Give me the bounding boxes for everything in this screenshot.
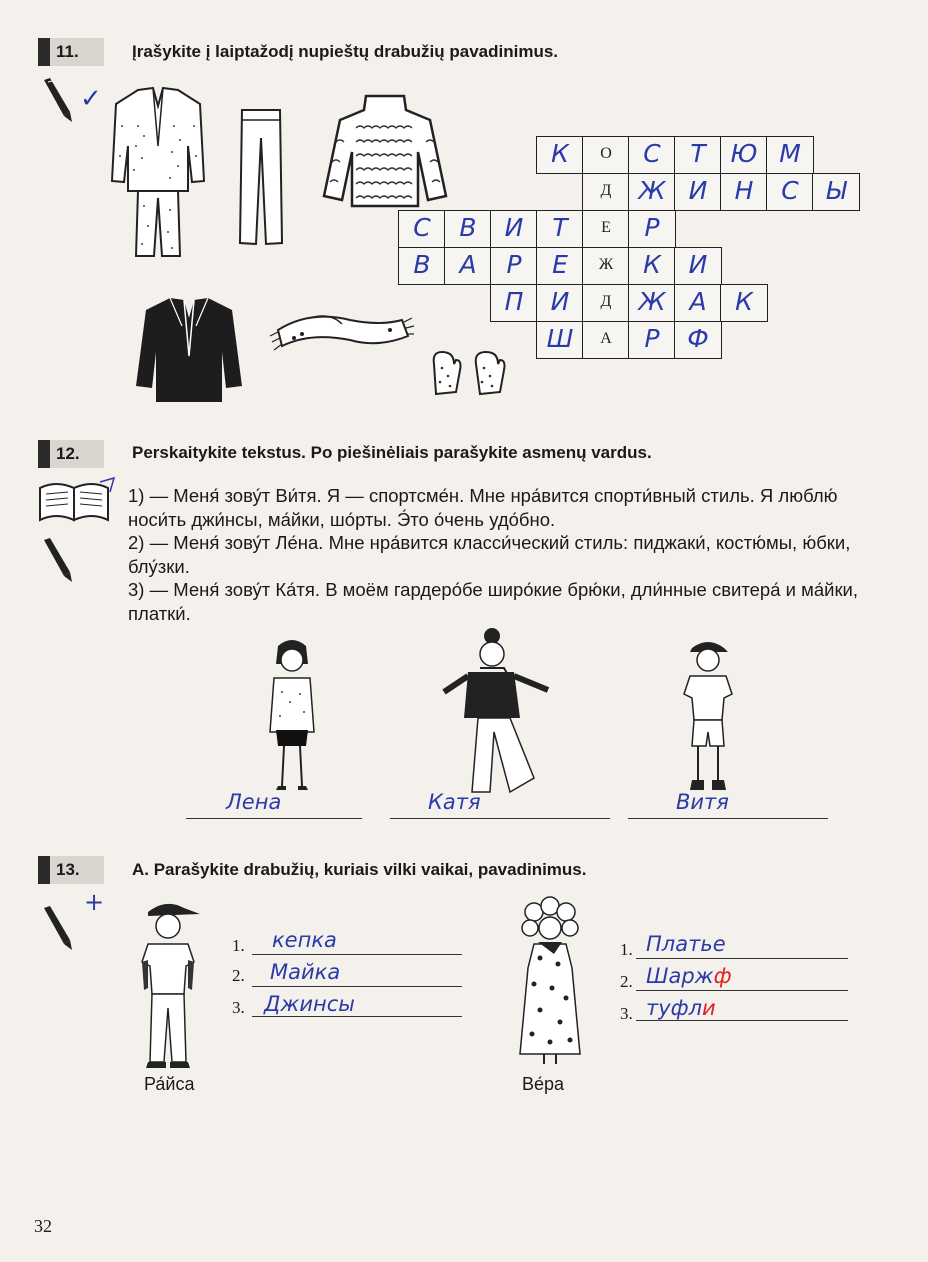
book-icon xyxy=(36,478,116,524)
exercise-13-marker xyxy=(38,856,98,884)
vera-answer-1: Платье xyxy=(646,932,726,956)
crossword-cell[interactable]: К xyxy=(628,247,676,285)
exercise-11-marker xyxy=(38,38,98,66)
raisa-num-3: 3. xyxy=(232,998,245,1017)
reading-texts xyxy=(128,484,888,625)
crossword-cell[interactable]: В xyxy=(444,210,492,248)
scarf-icon xyxy=(270,306,414,352)
vera-answer-2 xyxy=(646,964,732,988)
crossword-cell[interactable]: И xyxy=(674,247,722,285)
crossword-cell[interactable]: Д xyxy=(582,173,630,211)
answer-line-1[interactable] xyxy=(186,818,362,819)
exercise-11-title: Įrašykite į laiptažodį nupieštų drabužių pavadinimus. xyxy=(132,42,559,61)
raisa-figure xyxy=(134,898,206,1068)
vera-answer-3 xyxy=(646,996,716,1020)
crossword-cell[interactable]: Н xyxy=(720,173,768,211)
crossword-cell[interactable]: Т xyxy=(674,136,722,174)
vera-answer-3-text: туфл xyxy=(646,996,703,1020)
answer-katya: Катя xyxy=(428,790,481,814)
girl-classic-figure xyxy=(260,636,324,796)
raisa-num-2: 2. xyxy=(232,966,245,985)
vera-line-1[interactable] xyxy=(636,958,848,959)
vera-correction-2: ф xyxy=(713,964,732,988)
text-2: 2) — Меня́ зову́т Ле́на. Мне нра́вится класси́ческий стиль: пиджаки́, костю́мы, ю́бки, блу́зки. xyxy=(128,532,851,577)
crossword-cell[interactable]: С xyxy=(628,136,676,174)
vera-answer-2-text: Шарж xyxy=(646,964,714,988)
crossword-cell[interactable]: Ж xyxy=(628,284,676,322)
crossword-cell[interactable]: П xyxy=(490,284,538,322)
raisa-num-1: 1. xyxy=(232,936,245,955)
crossword-cell[interactable]: Ж xyxy=(582,247,630,285)
pen-icon xyxy=(40,904,76,954)
crossword-cell[interactable]: Ы xyxy=(812,173,860,211)
exercise-12-title: Perskaitykite tekstus. Po piešinėliais parašykite asmenų vardus. xyxy=(132,443,652,462)
crossword-cell[interactable]: С xyxy=(398,210,446,248)
exercise-12-marker xyxy=(38,440,98,468)
crossword-cell[interactable]: А xyxy=(582,321,630,359)
jacket-icon xyxy=(134,296,244,406)
crossword-cell[interactable]: Е xyxy=(582,210,630,248)
raisa-line-1[interactable] xyxy=(252,954,462,955)
girl-wide-trousers-figure xyxy=(438,628,558,798)
vera-figure xyxy=(510,898,590,1068)
crossword-cell[interactable]: И xyxy=(490,210,538,248)
crossword-cell[interactable]: Ф xyxy=(674,321,722,359)
vera-num-1: 1. xyxy=(620,940,633,959)
text-3: 3) — Меня́ зову́т Ка́тя. В моём гардеро́бе широ́кие брю́ки, дли́нные свитера́ и ма́йки, платки́. xyxy=(128,579,859,624)
vera-line-2[interactable] xyxy=(636,990,848,991)
crossword-cell[interactable]: И xyxy=(536,284,584,322)
crossword-cell[interactable]: И xyxy=(674,173,722,211)
raisa-line-2[interactable] xyxy=(252,986,462,987)
trousers-icon xyxy=(236,108,286,248)
exercise-13-number: 13. xyxy=(50,856,104,884)
mittens-icon xyxy=(428,348,508,400)
crossword-cell[interactable]: М xyxy=(766,136,814,174)
crossword-cell[interactable]: Р xyxy=(628,210,676,248)
exercise-11-number: 11. xyxy=(50,38,104,66)
sweater-icon xyxy=(322,92,448,212)
answer-vitya: Витя xyxy=(676,790,729,814)
crossword-cell[interactable]: Р xyxy=(628,321,676,359)
crossword-cell[interactable]: С xyxy=(766,173,814,211)
raisa-line-3[interactable] xyxy=(252,1016,462,1017)
crossword-cell[interactable]: Р xyxy=(490,247,538,285)
crossword-cell[interactable]: Ю xyxy=(720,136,768,174)
raisa-answer-1: кепка xyxy=(272,928,337,952)
vera-line-3[interactable] xyxy=(636,1020,848,1021)
raisa-caption: Ра́йса xyxy=(144,1074,195,1094)
check-mark-11: ✓ xyxy=(80,84,102,114)
crossword-cell[interactable]: А xyxy=(444,247,492,285)
check-mark-13: + xyxy=(84,888,105,916)
page-number: 32 xyxy=(34,1216,52,1236)
crossword-cell[interactable]: В xyxy=(398,247,446,285)
suit-icon xyxy=(108,86,208,261)
pen-icon xyxy=(40,76,76,126)
crossword-cell[interactable]: К xyxy=(720,284,768,322)
crossword-cell[interactable]: О xyxy=(582,136,630,174)
crossword-cell[interactable]: Д xyxy=(582,284,630,322)
answer-line-2[interactable] xyxy=(390,818,610,819)
vera-num-2: 2. xyxy=(620,972,633,991)
answer-lena: Лена xyxy=(226,790,282,814)
exercise-13-title: A. Parašykite drabužių, kuriais vilki vaikai, pavadinimus. xyxy=(132,860,587,879)
crossword-cell[interactable]: Е xyxy=(536,247,584,285)
crossword-cell[interactable]: Ш xyxy=(536,321,584,359)
raisa-answer-3: Джинсы xyxy=(264,992,355,1016)
crossword-cell[interactable]: Ж xyxy=(628,173,676,211)
raisa-answer-2: Майка xyxy=(270,960,341,984)
vera-caption: Ве́ра xyxy=(522,1074,565,1094)
exercise-12-number: 12. xyxy=(50,440,104,468)
crossword-cell[interactable]: А xyxy=(674,284,722,322)
vera-correction-3: и xyxy=(702,996,716,1020)
answer-line-3[interactable] xyxy=(628,818,828,819)
crossword-cell[interactable]: К xyxy=(536,136,584,174)
pen-icon xyxy=(40,536,76,586)
boy-sport-figure xyxy=(678,636,738,796)
vera-num-3: 3. xyxy=(620,1004,633,1023)
text-1: 1) — Меня́ зову́т Ви́тя. Я — спортсме́н. Мне нра́вится спорти́вный стиль. Я люблю́ носи́ть джи́нсы, ма́йки, шо́рты. Э́то о́чень удо́бно. xyxy=(128,485,838,530)
crossword-cell[interactable]: Т xyxy=(536,210,584,248)
